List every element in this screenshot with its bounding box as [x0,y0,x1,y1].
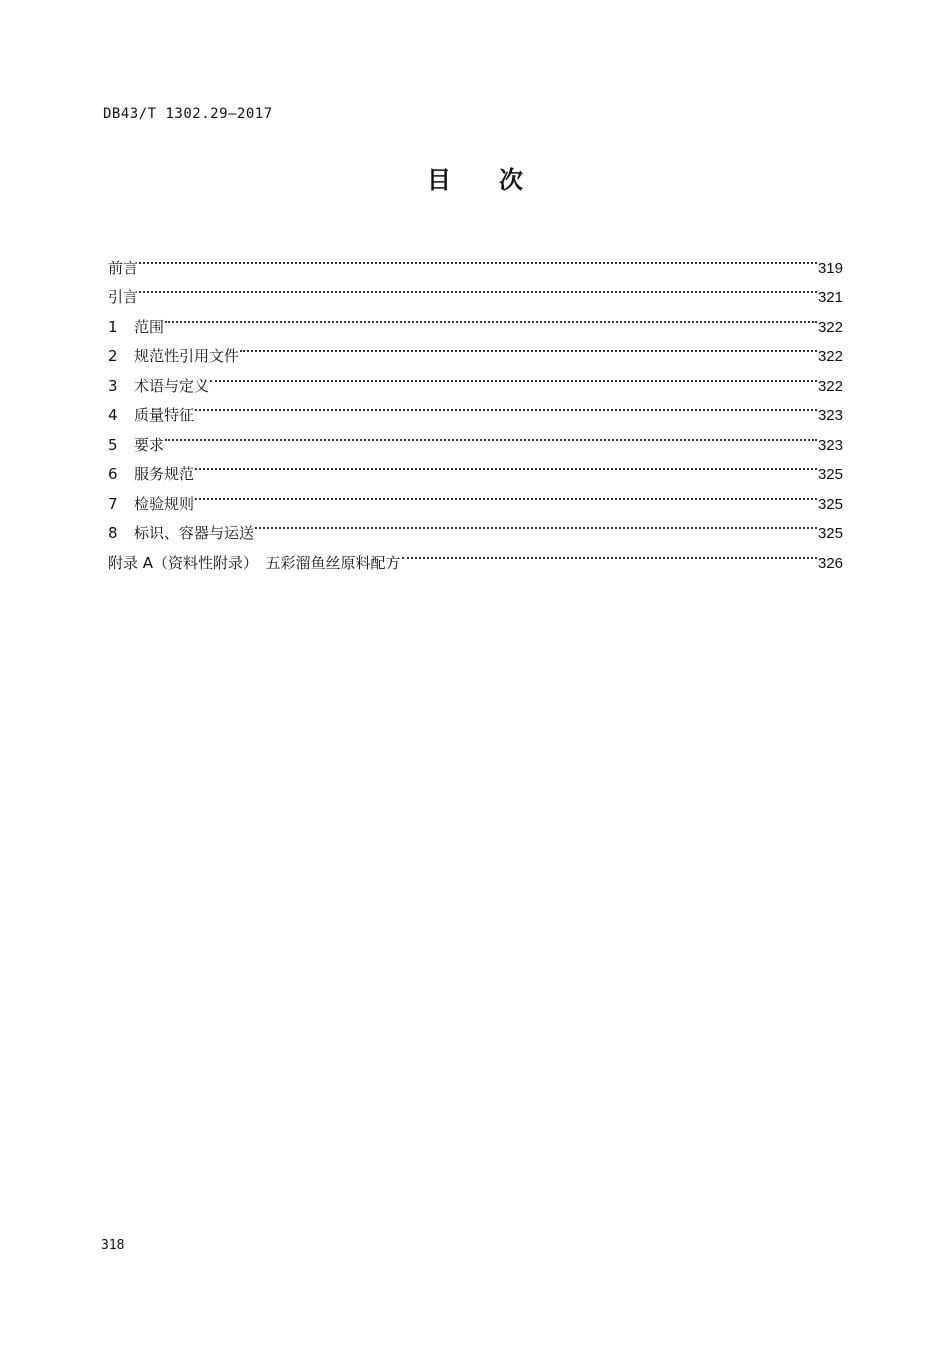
toc-leader-dots [195,391,817,421]
toc-entry-foreword[interactable] [108,243,843,277]
toc-entry-terms-definitions[interactable] [108,361,843,395]
toc-entry-label: 检验规则 [134,494,195,513]
toc-entry-labeling-containers-transport[interactable] [108,509,843,542]
toc-leader-dots [195,450,817,480]
title-char-1: 目 [427,166,451,194]
toc-entry-page: 326 [817,554,843,572]
toc-leader-dots [139,273,817,303]
toc-entry-introduction[interactable] [108,273,843,306]
toc-entry-page: 325 [817,466,843,483]
toc-entry-label: 附录 A（资料性附录） 五彩溜鱼丝原料配方 [108,553,401,572]
toc-leader-dots [139,243,817,273]
toc-entry-label: 前言 [108,258,139,277]
toc-entry-number: 3 [108,376,118,395]
page-title [0,160,950,195]
toc-entry-number: 6 [108,465,118,483]
title-char-2: 次 [499,166,523,194]
toc-leader-dots [210,361,817,391]
toc-entry-requirements[interactable] [108,420,843,454]
toc-entry-quality-characteristics[interactable] [108,391,843,424]
toc-entry-page: 322 [817,348,843,365]
toc-entry-number: 2 [108,347,118,365]
toc-entry-label: 服务规范 [134,465,195,483]
toc-entry-number: 1 [108,317,118,336]
toc-leader-dots [402,538,817,568]
toc-entry-number: 7 [108,494,118,513]
toc-entry-label: 引言 [108,288,139,306]
toc-leader-dots [165,302,817,332]
toc-entry-label: 术语与定义 [134,376,210,395]
toc-entry-page: 323 [817,436,843,454]
toc-entry-page: 319 [817,259,843,277]
toc-entry-number: 5 [108,435,118,454]
toc-entry-inspection-rules[interactable] [108,479,843,513]
toc-entry-label: 质量特征 [134,406,195,424]
toc-entry-page: 321 [817,289,843,306]
page-number: 318 [101,1238,125,1253]
toc-entry-service-specification[interactable] [108,450,843,483]
toc-entry-normative-references[interactable] [108,332,843,365]
toc-entry-page: 322 [817,377,843,395]
toc-leader-dots [165,420,817,450]
toc-entry-label: 规范性引用文件 [134,347,240,365]
toc-entry-page: 323 [817,407,843,424]
toc-entry-scope[interactable] [108,302,843,336]
table-of-contents [108,243,843,572]
toc-entry-label: 范围 [134,317,165,336]
toc-leader-dots [255,509,817,539]
toc-entry-page: 325 [817,525,843,542]
toc-entry-number: 8 [108,524,118,542]
standard-code: DB43/T 1302.29—2017 [103,106,273,122]
toc-entry-label: 要求 [134,435,165,454]
toc-leader-dots [195,479,817,509]
toc-entry-number: 4 [108,406,118,424]
toc-entry-page: 322 [817,318,843,336]
toc-entry-page: 325 [817,495,843,513]
toc-leader-dots [240,332,817,362]
toc-entry-label: 标识、容器与运送 [134,524,255,542]
